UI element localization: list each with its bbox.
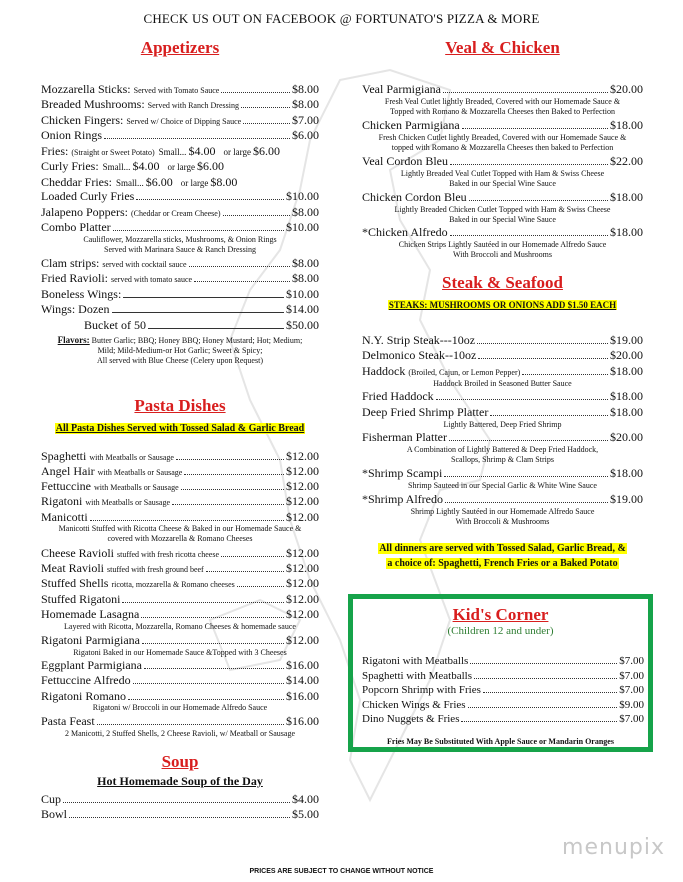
menu-item — [362, 333, 643, 348]
item-name: Eggplant Parmigiana — [41, 658, 142, 672]
leader-line — [141, 617, 284, 618]
item-name: Meat Ravioli — [41, 561, 104, 575]
item-name: Deep Fried Shrimp Platter — [362, 405, 489, 419]
menu-item — [41, 464, 319, 479]
item-name: Loaded Curly Fries — [41, 189, 135, 203]
menu-item — [362, 655, 644, 667]
rig-parm-note: Rigatoni Baked in our Homemade Sauce &Topped with 3 Cheeses — [73, 648, 287, 657]
menu-item — [41, 658, 319, 673]
menu-item — [362, 348, 643, 363]
item-price: $12.00 — [286, 592, 319, 606]
leader-line — [136, 199, 284, 200]
item-name: *Chicken Alfredo — [362, 225, 448, 239]
item-name: *Shrimp Alfredo — [362, 492, 443, 506]
small-price: $4.00 — [132, 159, 160, 173]
item-description: Served with Tomato Sauce — [133, 86, 220, 95]
item-name: Rigatoni Romano — [41, 689, 126, 703]
large-label: or large — [223, 147, 252, 157]
item-name: Stuffed Rigatoni — [41, 592, 121, 606]
leader-line — [184, 474, 284, 475]
item-name: Delmonico Steak--10oz — [362, 348, 477, 362]
item-name: Stuffed Shells — [41, 576, 109, 590]
menu-item — [41, 673, 319, 688]
item-name: *Shrimp Scampi — [362, 466, 443, 480]
item-price: $8.00 — [292, 271, 319, 285]
item-name: Rigatoni — [41, 494, 83, 508]
menu-item — [41, 144, 319, 159]
item-price: $6.00 — [292, 128, 319, 142]
kids-subtitle: (Children 12 and under) — [447, 625, 554, 637]
soup-subtitle: Hot Homemade Soup of the Day — [97, 774, 263, 788]
item-note: Lightly Breaded Chicken Cutlet Topped with Ham & Swiss Cheese Baked in our Special Wine Sauce — [394, 205, 611, 224]
leader-line — [444, 476, 608, 477]
menupix-watermark: menupix — [562, 835, 665, 860]
leader-line — [206, 571, 284, 572]
dinner-note: All dinners are served with Tossed Salad, Garlic Bread, & a choice of: Spaghetti, French Fries or a Baked Potato — [379, 543, 626, 569]
menu-item — [41, 189, 319, 204]
menu-item-bowl: Bowl $5.00 — [41, 807, 319, 821]
menu-item — [41, 159, 319, 174]
item-name: Dino Nuggets & Fries — [362, 713, 460, 725]
appetizers-title: Appetizers — [140, 38, 220, 57]
item-description: ricotta, mozzarella & Romano cheeses — [111, 580, 235, 589]
menu-item — [362, 670, 644, 682]
menu-item — [41, 220, 319, 235]
item-price: $20.00 — [610, 348, 643, 362]
large-label: or large — [167, 162, 196, 172]
item-name: Fried Haddock — [362, 389, 434, 403]
leader-line — [176, 459, 284, 460]
item-name: Cheddar Fries: — [41, 175, 112, 189]
menu-item — [84, 318, 319, 333]
large-label: or large — [180, 178, 209, 188]
menu-item — [41, 607, 319, 622]
item-name: Manicotti — [41, 510, 88, 524]
item-note: A Combination of Lightly Battered & Deep Fried Haddock, Scallops, Shrimp & Clam Strips — [406, 445, 599, 464]
item-name: Chicken Fingers: — [41, 113, 124, 127]
leader-line — [243, 123, 290, 124]
item-name: Veal Parmigiana — [362, 82, 441, 96]
steak-title: Steak & Seafood — [442, 273, 563, 292]
leader-line — [450, 235, 608, 236]
item-name: Fried Ravioli: — [41, 271, 108, 285]
item-description: with Meatballs or Sausage — [97, 468, 183, 477]
item-name: Jalapeno Poppers: — [41, 205, 128, 219]
menu-item — [362, 225, 643, 240]
leader-line — [474, 678, 617, 679]
item-price: $12.00 — [286, 494, 319, 508]
item-name: Chicken Cordon Bleu — [362, 190, 467, 204]
menu-item — [41, 576, 319, 591]
leader-line — [128, 699, 284, 700]
item-note: Shrimp Lightly Sautéed in our Homemade Alfredo Sauce With Broccoli & Mushrooms — [410, 507, 595, 526]
leader-line — [470, 663, 617, 664]
menu-item — [362, 713, 644, 725]
item-price: $7.00 — [619, 669, 644, 682]
menu-item — [41, 510, 319, 525]
item-price: $12.00 — [286, 561, 319, 575]
item-price: $20.00 — [610, 82, 643, 96]
item-price: $19.00 — [610, 333, 643, 347]
menu-item-rigatoni-parmigiana: Rigatoni Parmigiana $12.00 — [41, 633, 319, 647]
small-price: $6.00 — [145, 175, 173, 189]
veal-title: Veal & Chicken — [445, 38, 560, 57]
item-price: $10.00 — [286, 220, 319, 234]
menu-item — [41, 128, 319, 143]
soup-title: Soup — [161, 752, 199, 771]
item-name: Mozzarella Sticks: — [41, 82, 131, 96]
small-label: Small... — [158, 147, 187, 157]
menu-item — [41, 592, 319, 607]
leader-line — [522, 374, 608, 375]
menu-item — [362, 684, 644, 696]
leader-line — [477, 343, 608, 344]
item-description: (Cheddar or Cream Cheese) — [130, 209, 221, 218]
item-name: Bucket of 50 — [84, 318, 146, 332]
leader-line — [181, 489, 284, 490]
leader-line — [122, 602, 284, 603]
leader-line — [445, 502, 608, 503]
item-note: Shrimp Sauteed in our Special Garlic & White Wine Sauce — [408, 481, 597, 490]
item-name: Fettuccine — [41, 479, 91, 493]
item-price: $18.00 — [610, 405, 643, 419]
leader-line — [241, 107, 290, 108]
flavors-note: Flavors: Butter Garlic; BBQ; Honey BBQ; Honey Mustard; Hot; Medium; Mild; Mild-Medium-or Hot Garlic; Sweet & Spicy; All served with Blue Cheese (Celery upon Request) — [57, 335, 303, 365]
item-price: $18.00 — [610, 389, 643, 403]
leader-line — [462, 128, 608, 129]
price-disclaimer: PRICES ARE SUBJECT TO CHANGE WITHOUT NOTICE — [249, 868, 434, 875]
item-price: $8.00 — [292, 256, 319, 270]
menu-item — [41, 175, 319, 190]
item-price: $19.00 — [610, 492, 643, 506]
item-name: Onion Rings — [41, 128, 103, 142]
item-price: $22.00 — [610, 154, 643, 168]
leader-line — [123, 297, 284, 298]
item-name: Chicken Parmigiana — [362, 118, 460, 132]
menu-item — [362, 405, 643, 420]
item-name: Cheese Ravioli — [41, 546, 114, 560]
leader-line — [443, 92, 608, 93]
item-price: $18.00 — [610, 190, 643, 204]
item-price: $12.00 — [286, 449, 319, 463]
pasta-title: Pasta Dishes — [134, 396, 226, 415]
item-description: stuffed with fresh ground beef — [107, 565, 204, 574]
item-description: (Broiled, Cajun, or Lemon Pepper) — [408, 368, 521, 377]
pasta-banner: All Pasta Dishes Served with Tossed Salad & Garlic Bread — [55, 423, 305, 434]
item-price: $8.00 — [210, 175, 238, 189]
leader-line — [113, 230, 284, 231]
item-name: Haddock — [362, 364, 406, 378]
steak-banner: STEAKS: MUSHROOMS OR ONIONS ADD $1.50 EACH — [388, 300, 617, 310]
item-note: Fresh Chicken Cutlet lightly Breaded, Covered with our Homemade Sauce & topped with Romano & Mozzarella Cheeses then baked to Perfection — [378, 133, 627, 152]
item-name: Veal Cordon Bleu — [362, 154, 448, 168]
item-name: Spaghetti with Meatballs — [362, 669, 472, 682]
menu-item — [41, 449, 319, 464]
item-price: $20.00 — [610, 430, 643, 444]
menu-item — [362, 466, 643, 481]
menu-item — [362, 389, 643, 404]
item-price: $18.00 — [610, 118, 643, 132]
facebook-banner: CHECK US OUT ON FACEBOOK @ FORTUNATO'S PIZZA & MORE — [143, 11, 540, 26]
small-price: $4.00 — [188, 144, 216, 158]
item-price: $12.00 — [286, 576, 319, 590]
item-description: stuffed with fresh ricotta cheese — [116, 550, 220, 559]
item-name: Spaghetti — [41, 449, 87, 463]
item-price: $6.00 — [197, 159, 225, 173]
item-price: $12.00 — [286, 479, 319, 493]
menu-item — [362, 190, 643, 205]
leader-line — [90, 520, 284, 521]
item-price: $7.00 — [619, 713, 644, 725]
item-price: $8.00 — [292, 82, 319, 96]
leader-line — [223, 215, 290, 216]
item-price: $7.00 — [619, 655, 644, 667]
menu-item — [41, 689, 319, 704]
menu-item — [41, 494, 319, 509]
leader-line — [144, 668, 284, 669]
leader-line — [450, 164, 608, 165]
item-name: Breaded Mushrooms: — [41, 97, 145, 111]
item-name: Combo Platter — [41, 220, 111, 234]
leader-line — [478, 358, 608, 359]
menu-item — [362, 430, 643, 445]
menu-item — [41, 271, 319, 286]
item-price: $8.00 — [292, 205, 319, 219]
item-price: $7.00 — [619, 684, 644, 696]
item-name: Chicken Wings & Fries — [362, 698, 466, 711]
leader-line — [172, 504, 284, 505]
item-name: Homemade Lasagna — [41, 607, 140, 621]
item-price: $16.00 — [286, 689, 319, 703]
item-description: with Meatballs or Sausage — [89, 453, 174, 462]
leader-line — [469, 200, 608, 201]
leader-line — [468, 707, 618, 708]
item-price: $6.00 — [253, 144, 281, 158]
item-price: $50.00 — [286, 318, 319, 332]
leader-line — [490, 415, 608, 416]
leader-line — [104, 138, 290, 139]
menu-item — [41, 287, 319, 302]
small-label: Small... — [102, 162, 131, 172]
item-name: Clam strips: — [41, 256, 100, 270]
item-description: with Meatballs or Sausage — [93, 483, 179, 492]
item-price: $14.00 — [286, 673, 319, 687]
menu-item — [41, 256, 319, 271]
item-price: $10.00 — [286, 189, 319, 203]
item-name: Fisherman Platter — [362, 430, 447, 444]
item-price: $18.00 — [610, 364, 643, 378]
leader-line — [449, 440, 608, 441]
leader-line — [148, 328, 284, 329]
item-name: Curly Fries: — [41, 159, 99, 173]
leader-line — [112, 312, 284, 313]
item-note: Haddock Broiled in Seasoned Butter Sauce — [433, 379, 572, 388]
menu-item — [41, 97, 319, 112]
leader-line — [133, 683, 284, 684]
item-name: Fettuccine Alfredo — [41, 673, 131, 687]
kids-corner-box — [348, 594, 653, 752]
item-name: Rigatoni with Meatballs — [362, 655, 469, 667]
item-description: Served w/ Choice of Dipping Sauce — [126, 117, 242, 126]
item-name: Wings: Dozen — [41, 302, 110, 316]
kids-title: Kid's Corner — [452, 605, 549, 624]
leader-line — [194, 281, 290, 282]
leader-line — [483, 692, 617, 693]
item-price: $16.00 — [286, 658, 319, 672]
item-description: served with tomato sauce — [111, 275, 193, 284]
kids-note: Fries May Be Substituted With Apple Sauce or Mandarin Oranges — [387, 737, 614, 746]
item-description: with Meatballs or Sausage — [85, 498, 170, 507]
item-name: Fries: — [41, 144, 69, 158]
item-price: $18.00 — [610, 466, 643, 480]
leader-line — [189, 266, 290, 267]
item-price: $7.00 — [292, 113, 319, 127]
item-price: $10.00 — [286, 287, 319, 301]
menu-item-pasta-feast: Pasta Feast $16.00 — [41, 714, 319, 728]
item-note: Lightly Breaded Veal Cutlet Topped with Ham & Swiss Cheese Baked in our Special Wine Sauce — [400, 169, 605, 188]
menu-item — [41, 561, 319, 576]
manicotti-note: Manicotti Stuffed with Ricotta Cheese & Baked in our Homemade Sauce & covered with Mozzarella & Romano Cheeses — [58, 524, 302, 543]
item-description: served with cocktail sauce — [102, 260, 187, 269]
item-price: $18.00 — [610, 225, 643, 239]
feast-note: 2 Manicotti, 2 Stuffed Shells, 2 Cheese Ravioli, w/ Meatball or Sausage — [64, 729, 296, 738]
item-note: Fresh Veal Cutlet lightly Breaded, Covered with our Homemade Sauce & Topped with Romano & Mozzarella Cheeses then Baked to Perfection — [384, 97, 621, 116]
leader-line — [237, 586, 284, 587]
item-note: Lightly Battered, Deep Fried Shrimp — [443, 420, 562, 429]
menu-item — [362, 364, 643, 379]
menu-item — [362, 82, 643, 97]
menu-item-cup: Cup $4.00 — [41, 792, 319, 806]
leader-line — [461, 721, 617, 722]
item-price: $14.00 — [286, 302, 319, 316]
menu-item — [362, 118, 643, 133]
leader-line — [221, 92, 290, 93]
small-label: Small... — [116, 178, 144, 188]
menu-item — [41, 546, 319, 561]
menu-item — [362, 154, 643, 169]
combo-note: Cauliflower, Mozzarella sticks, Mushrooms, & Onion Rings Served with Marinara Sauce & Ranch Dressing — [83, 235, 277, 254]
leader-line — [436, 399, 608, 400]
item-price: $12.00 — [286, 464, 319, 478]
item-name: Boneless Wings: — [41, 287, 122, 301]
menu-item — [362, 492, 643, 507]
item-description: (Straight or Sweet Potato) — [71, 148, 155, 157]
leader-line — [221, 556, 284, 557]
lasagna-note: Layered with Ricotta, Mozzarella, Romano Cheeses & homemade sauce — [64, 622, 296, 631]
item-name: Angel Hair — [41, 464, 95, 478]
menu-item — [41, 479, 319, 494]
item-price: $12.00 — [286, 607, 319, 621]
item-price: $12.00 — [286, 510, 319, 524]
item-note: Chicken Strips Lightly Sautéed in our Homemade Alfredo Sauce With Broccoli and Mushrooms — [398, 240, 607, 259]
item-name: N.Y. Strip Steak---10oz — [362, 333, 476, 347]
menu-item — [41, 113, 319, 128]
menu-item — [41, 302, 319, 317]
menu-item — [41, 82, 319, 97]
menu-item — [362, 699, 644, 711]
menu-item — [41, 205, 319, 220]
romano-note: Rigatoni w/ Broccoli in our Homemade Alfredo Sauce — [92, 703, 268, 712]
item-name: Popcorn Shrimp with Fries — [362, 684, 481, 696]
item-price: $12.00 — [286, 546, 319, 560]
item-price: $9.00 — [619, 698, 644, 711]
item-description: Served with Ranch Dressing — [147, 101, 239, 110]
item-price: $8.00 — [292, 97, 319, 111]
flavors-label: Flavors: — [57, 335, 90, 345]
